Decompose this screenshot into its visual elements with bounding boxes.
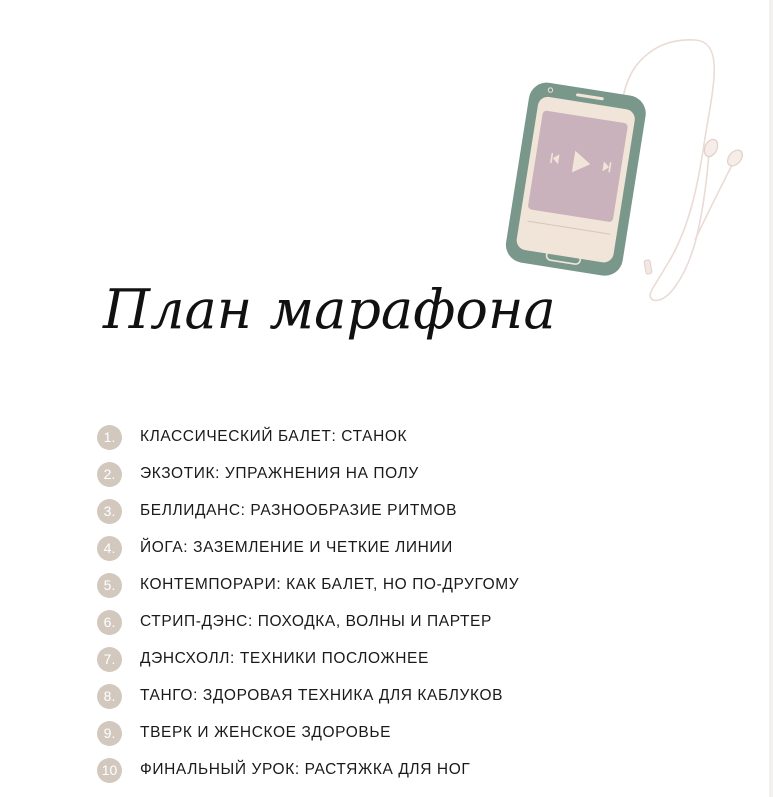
step-number-badge: 2. (97, 462, 122, 487)
step-label: БЕЛЛИДАНС: РАЗНООБРАЗИЕ РИТМОВ (140, 502, 458, 519)
step-number-badge: 7. (97, 647, 122, 672)
list-item (97, 424, 519, 450)
step-label: ДЭНСХОЛЛ: ТЕХНИКИ ПОСЛОЖНЕЕ (140, 650, 429, 667)
step-number-badge: 10 (97, 758, 122, 783)
list-item (97, 498, 519, 524)
step-number-badge: 3. (97, 499, 122, 524)
list-item (97, 720, 519, 746)
step-number-badge: 6. (97, 610, 122, 635)
step-label: ТАНГО: ЗДОРОВАЯ ТЕХНИКА ДЛЯ КАБЛУКОВ (140, 687, 504, 704)
step-number-badge: 9. (97, 721, 122, 746)
smartphone-with-earphones-icon (495, 28, 755, 318)
page-edge-strip (769, 0, 773, 797)
step-number-badge: 4. (97, 536, 122, 561)
page-title (103, 268, 556, 368)
list-item (97, 609, 519, 635)
marathon-plan-list (97, 424, 519, 794)
step-number-badge: 1. (97, 425, 122, 450)
step-label: КЛАССИЧЕСКИЙ БАЛЕТ: СТАНОК (140, 428, 408, 445)
step-label: ТВЕРК И ЖЕНСКОЕ ЗДОРОВЬЕ (140, 724, 392, 741)
list-item (97, 572, 519, 598)
step-label: СТРИП-ДЭНС: ПОХОДКА, ВОЛНЫ И ПАРТЕР (140, 613, 492, 630)
list-item (97, 757, 519, 783)
step-label: КОНТЕМПОРАРИ: КАК БАЛЕТ, НО ПО-ДРУГОМУ (140, 576, 520, 593)
step-label: ЙОГА: ЗАЗЕМЛЕНИЕ И ЧЕТКИЕ ЛИНИИ (140, 539, 453, 556)
step-label: ЭКЗОТИК: УПРАЖНЕНИЯ НА ПОЛУ (140, 465, 419, 482)
list-item (97, 461, 519, 487)
step-number-badge: 8. (97, 684, 122, 709)
step-label: ФИНАЛЬНЫЙ УРОК: РАСТЯЖКА ДЛЯ НОГ (140, 761, 471, 778)
list-item (97, 535, 519, 561)
page-title-text: План марафона (103, 278, 556, 341)
list-item (97, 646, 519, 672)
step-number-badge: 5. (97, 573, 122, 598)
list-item (97, 683, 519, 709)
